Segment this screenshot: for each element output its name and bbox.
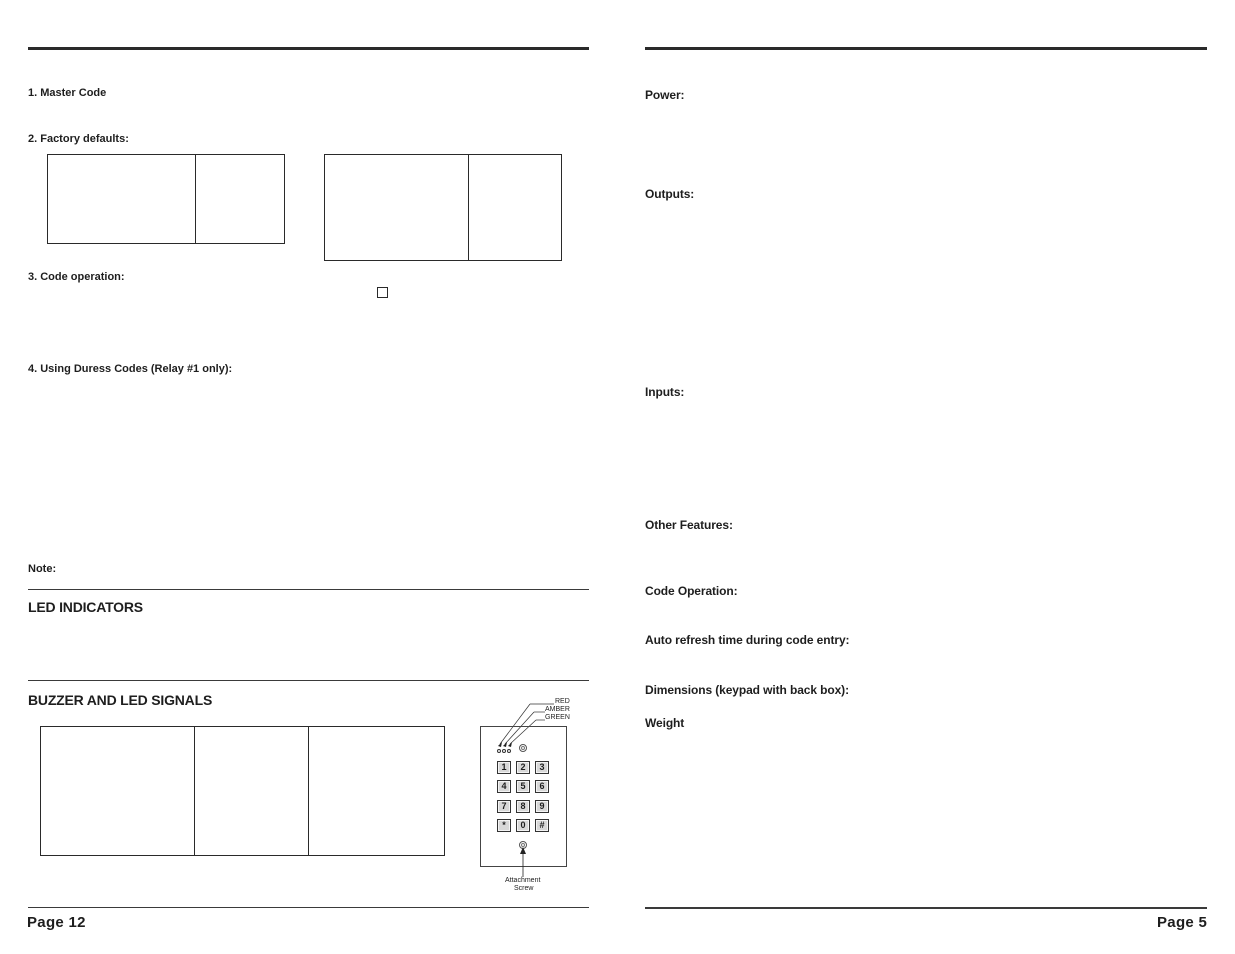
led-indicators-rule: [28, 589, 589, 590]
buzzer-led-signals-table: [40, 726, 445, 856]
key-7: 7: [497, 800, 511, 813]
code-operation-spec-label: Code Operation:: [645, 584, 738, 598]
top-screw-icon: [519, 744, 527, 752]
left-page-number: Page 12: [27, 914, 86, 931]
factory-defaults-label: 2. Factory defaults:: [28, 133, 129, 145]
table-divider: [194, 727, 195, 855]
attachment-screw-label-2: Screw: [514, 885, 534, 892]
left-top-rule: [28, 47, 589, 50]
key-star: *: [497, 819, 511, 832]
right-page-number: Page 5: [1157, 914, 1208, 931]
right-bottom-rule: [645, 907, 1207, 909]
checkbox-symbol: [377, 287, 388, 298]
led-indicators-heading: LED INDICATORS: [28, 599, 143, 615]
led-label-green: GREEN: [545, 714, 570, 721]
key-3: 3: [535, 761, 549, 774]
attachment-arrow: [518, 846, 530, 878]
key-6: 6: [535, 780, 549, 793]
key-5: 5: [516, 780, 530, 793]
factory-defaults-table-left: [47, 154, 285, 244]
auto-refresh-label: Auto refresh time during code entry:: [645, 633, 850, 647]
red-led-icon: [497, 749, 501, 753]
left-bottom-rule: [28, 907, 589, 908]
buzzer-led-signals-heading: BUZZER AND LED SIGNALS: [28, 692, 213, 708]
key-8: 8: [516, 800, 530, 813]
amber-led-icon: [502, 749, 506, 753]
dimensions-label: Dimensions (keypad with back box):: [645, 683, 849, 697]
factory-defaults-table-right: [324, 154, 562, 261]
master-code-label: 1. Master Code: [28, 87, 107, 99]
led-label-amber: AMBER: [545, 706, 570, 713]
led-label-red: RED: [555, 698, 570, 705]
code-operation-label: 3. Code operation:: [28, 271, 125, 283]
right-top-rule: [645, 47, 1207, 50]
other-features-label: Other Features:: [645, 518, 733, 532]
table-divider: [195, 155, 196, 243]
inputs-label: Inputs:: [645, 385, 685, 399]
note-label: Note:: [28, 563, 57, 575]
key-4: 4: [497, 780, 511, 793]
power-label: Power:: [645, 88, 685, 102]
key-1: 1: [497, 761, 511, 774]
key-2: 2: [516, 761, 530, 774]
green-led-icon: [507, 749, 511, 753]
key-0: 0: [516, 819, 530, 832]
key-9: 9: [535, 800, 549, 813]
buzzer-signals-rule: [28, 680, 589, 681]
table-divider: [468, 155, 469, 260]
key-hash: #: [535, 819, 549, 832]
duress-codes-label: 4. Using Duress Codes (Relay #1 only):: [28, 363, 233, 375]
table-divider: [308, 727, 309, 855]
weight-label: Weight: [645, 716, 685, 730]
outputs-label: Outputs:: [645, 187, 695, 201]
attachment-screw-label-1: Attachment: [505, 877, 541, 884]
